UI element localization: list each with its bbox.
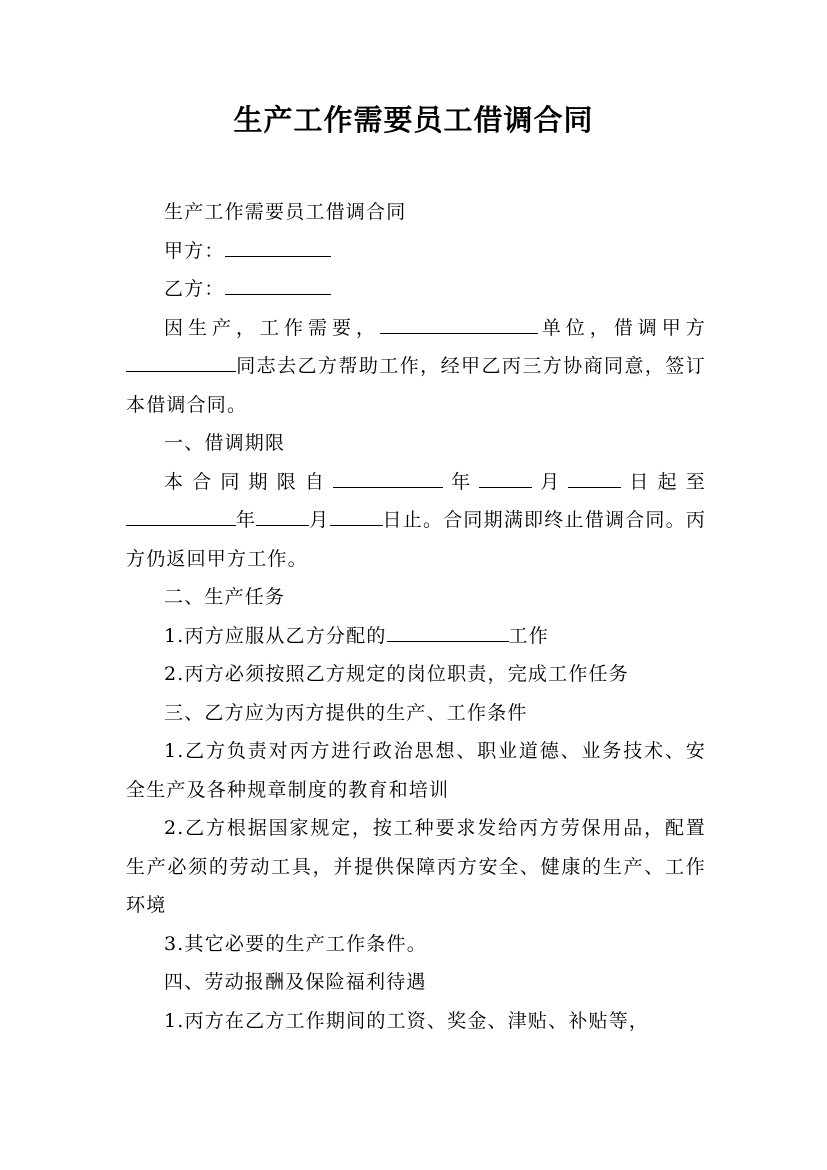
start-day-blank bbox=[568, 466, 621, 488]
section-3-item-2 bbox=[126, 809, 706, 925]
section-3-item-1 bbox=[126, 732, 706, 809]
subtitle-line bbox=[126, 193, 706, 232]
unit-blank bbox=[380, 312, 538, 334]
term-year-label: 年 bbox=[443, 470, 480, 493]
section-1-title bbox=[126, 424, 706, 463]
section-2-item-2-text: 2.丙方必须按照乙方规定的岗位职责，完成工作任务 bbox=[164, 663, 629, 685]
section-3-title-text: 三、乙方应为丙方提供的生产、工作条件 bbox=[164, 701, 528, 724]
intro-paragraph bbox=[126, 309, 706, 425]
party-a-line bbox=[126, 232, 706, 271]
section-2-item-1-text-a: 1.丙方应服从乙方分配的 bbox=[164, 624, 387, 647]
term-text-start: 本合同期限自 bbox=[164, 470, 334, 493]
section-4-item-1-text: 1.丙方在乙方工作期间的工资、奖金、津贴、补贴等， bbox=[164, 1009, 650, 1032]
term-month-label: 月 bbox=[532, 470, 569, 493]
intro-text-3: 同志去乙方帮助工作，经甲乙丙三方协商同意，签订本借调合同。 bbox=[126, 355, 706, 416]
section-2-item-1-text-b: 工作 bbox=[508, 624, 549, 647]
term-month-label-2: 月 bbox=[309, 509, 330, 531]
section-3-item-3-text: 3.其它必要的生产工作条件。 bbox=[164, 932, 427, 955]
end-year-blank bbox=[126, 504, 236, 526]
section-2-item-2 bbox=[126, 655, 706, 694]
section-3-item-2-text: 2.乙方根据国家规定，按工种要求发给丙方劳保用品，配置生产必须的劳动工具，并提供保障丙方安全、健康的生产、工作环境 bbox=[126, 817, 706, 916]
section-4-title bbox=[126, 963, 706, 1002]
term-day-to-text: 日止。合同期满即终止借调合同。丙方仍返回甲方工作。 bbox=[126, 509, 707, 570]
end-day-blank bbox=[330, 504, 383, 526]
intro-text-2: 单位，借调甲方 bbox=[538, 316, 706, 339]
end-month-blank bbox=[256, 504, 309, 526]
section-3-title bbox=[126, 694, 706, 733]
term-year-label-2: 年 bbox=[236, 509, 257, 531]
section-2-title-text: 二、生产任务 bbox=[164, 586, 286, 608]
subtitle-text: 生产工作需要员工借调合同 bbox=[164, 201, 407, 223]
section-4-item-1 bbox=[126, 1002, 706, 1041]
document-title: 生产工作需要员工借调合同 bbox=[233, 103, 594, 137]
term-day-from-label: 日起至 bbox=[621, 470, 707, 493]
section-3-item-1-text: 1.乙方负责对丙方进行政治思想、职业道德、业务技术、安全生产及各种规章制度的教育和培训 bbox=[126, 740, 706, 801]
section-2-title bbox=[126, 578, 706, 617]
party-a-label: 甲方： bbox=[164, 239, 225, 262]
party-a-blank bbox=[225, 235, 331, 257]
start-year-blank bbox=[333, 466, 443, 488]
party-b-line bbox=[126, 270, 706, 309]
intro-text-1: 因生产，工作需要， bbox=[164, 316, 380, 339]
assigned-work-blank bbox=[387, 620, 509, 642]
term-paragraph bbox=[126, 463, 706, 579]
document-body bbox=[126, 193, 706, 1040]
section-1-title-text: 一、借调期限 bbox=[164, 432, 286, 454]
person-blank bbox=[126, 350, 236, 372]
party-b-label: 乙方： bbox=[164, 278, 225, 300]
section-2-item-1 bbox=[126, 617, 706, 656]
start-month-blank bbox=[479, 466, 532, 488]
section-3-item-3 bbox=[126, 925, 706, 964]
party-b-blank bbox=[225, 273, 331, 295]
section-4-title-text: 四、劳动报酬及保险福利待遇 bbox=[164, 971, 427, 993]
